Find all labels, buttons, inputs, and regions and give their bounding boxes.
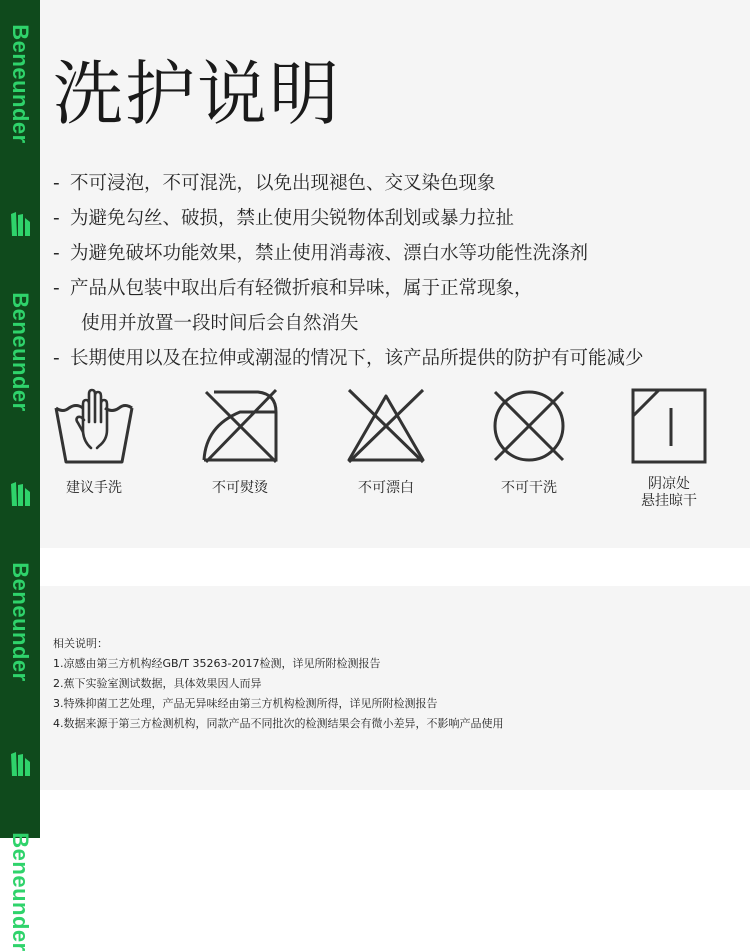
care-icon-label: 阴凉处 悬挂晾干 <box>641 476 697 509</box>
note-item: 1.凉感由第三方机构经GB/T 35263-2017检测，详见所附检测报告 <box>53 657 381 670</box>
note-item: 2.蕉下实验室测试数据，具体效果因人而异 <box>53 677 262 690</box>
care-rules-list <box>53 166 644 376</box>
shade-line-dry-icon <box>629 386 709 466</box>
care-rule: - 产品从包装中取出后有轻微折痕和异味，属于正常现象， <box>53 278 533 299</box>
care-icon-label: 建议手洗 <box>66 480 122 496</box>
brand-logo-icon <box>11 212 31 236</box>
care-rule: - 长期使用以及在拉伸或潮湿的情况下，该产品所提供的防护有可能减少 <box>53 348 644 369</box>
care-icon-label: 不可干洗 <box>501 480 557 496</box>
no-bleach-icon <box>345 386 427 466</box>
care-icon-no-dry-clean <box>479 386 579 497</box>
care-icon-label: 不可熨烫 <box>212 480 268 496</box>
care-icon-shade-line-dry <box>619 386 719 510</box>
care-icon-label: 不可漂白 <box>358 480 414 496</box>
care-rule: - 为避免勾丝、破损，禁止使用尖锐物体刮划或暴力拉扯 <box>53 208 515 229</box>
care-icon-hand-wash <box>44 386 144 497</box>
brand-logo-icon <box>11 752 31 776</box>
no-iron-icon <box>200 386 280 466</box>
brand-sidebar: Beneunder Beneunder Beneunder Beneunder <box>0 0 40 838</box>
note-item: 4.数据来源于第三方检测机构，同款产品不同批次的检测结果会有微小差异，不影响产品使用 <box>53 717 504 730</box>
care-icon-no-bleach <box>336 386 436 497</box>
no-dry-clean-icon <box>489 386 569 466</box>
care-rule: - 不可浸泡，不可混洗，以免出现褪色、交叉染色现象 <box>53 173 496 194</box>
notes-block <box>53 634 504 734</box>
notes-heading: 相关说明： <box>53 637 108 650</box>
care-icon-no-iron <box>190 386 290 497</box>
brand-logo-icon <box>11 482 31 506</box>
care-rule: - 为避免破坏功能效果，禁止使用消毒液、漂白水等功能性洗涤剂 <box>53 243 589 264</box>
page-title: 洗护说明 <box>53 53 341 135</box>
care-rule-continuation: 使用并放置一段时间后会自然消失 <box>81 313 359 334</box>
note-item: 3.特殊抑菌工艺处理，产品无异味经由第三方机构检测所得，详见所附检测报告 <box>53 697 438 710</box>
hand-wash-icon <box>53 386 135 466</box>
